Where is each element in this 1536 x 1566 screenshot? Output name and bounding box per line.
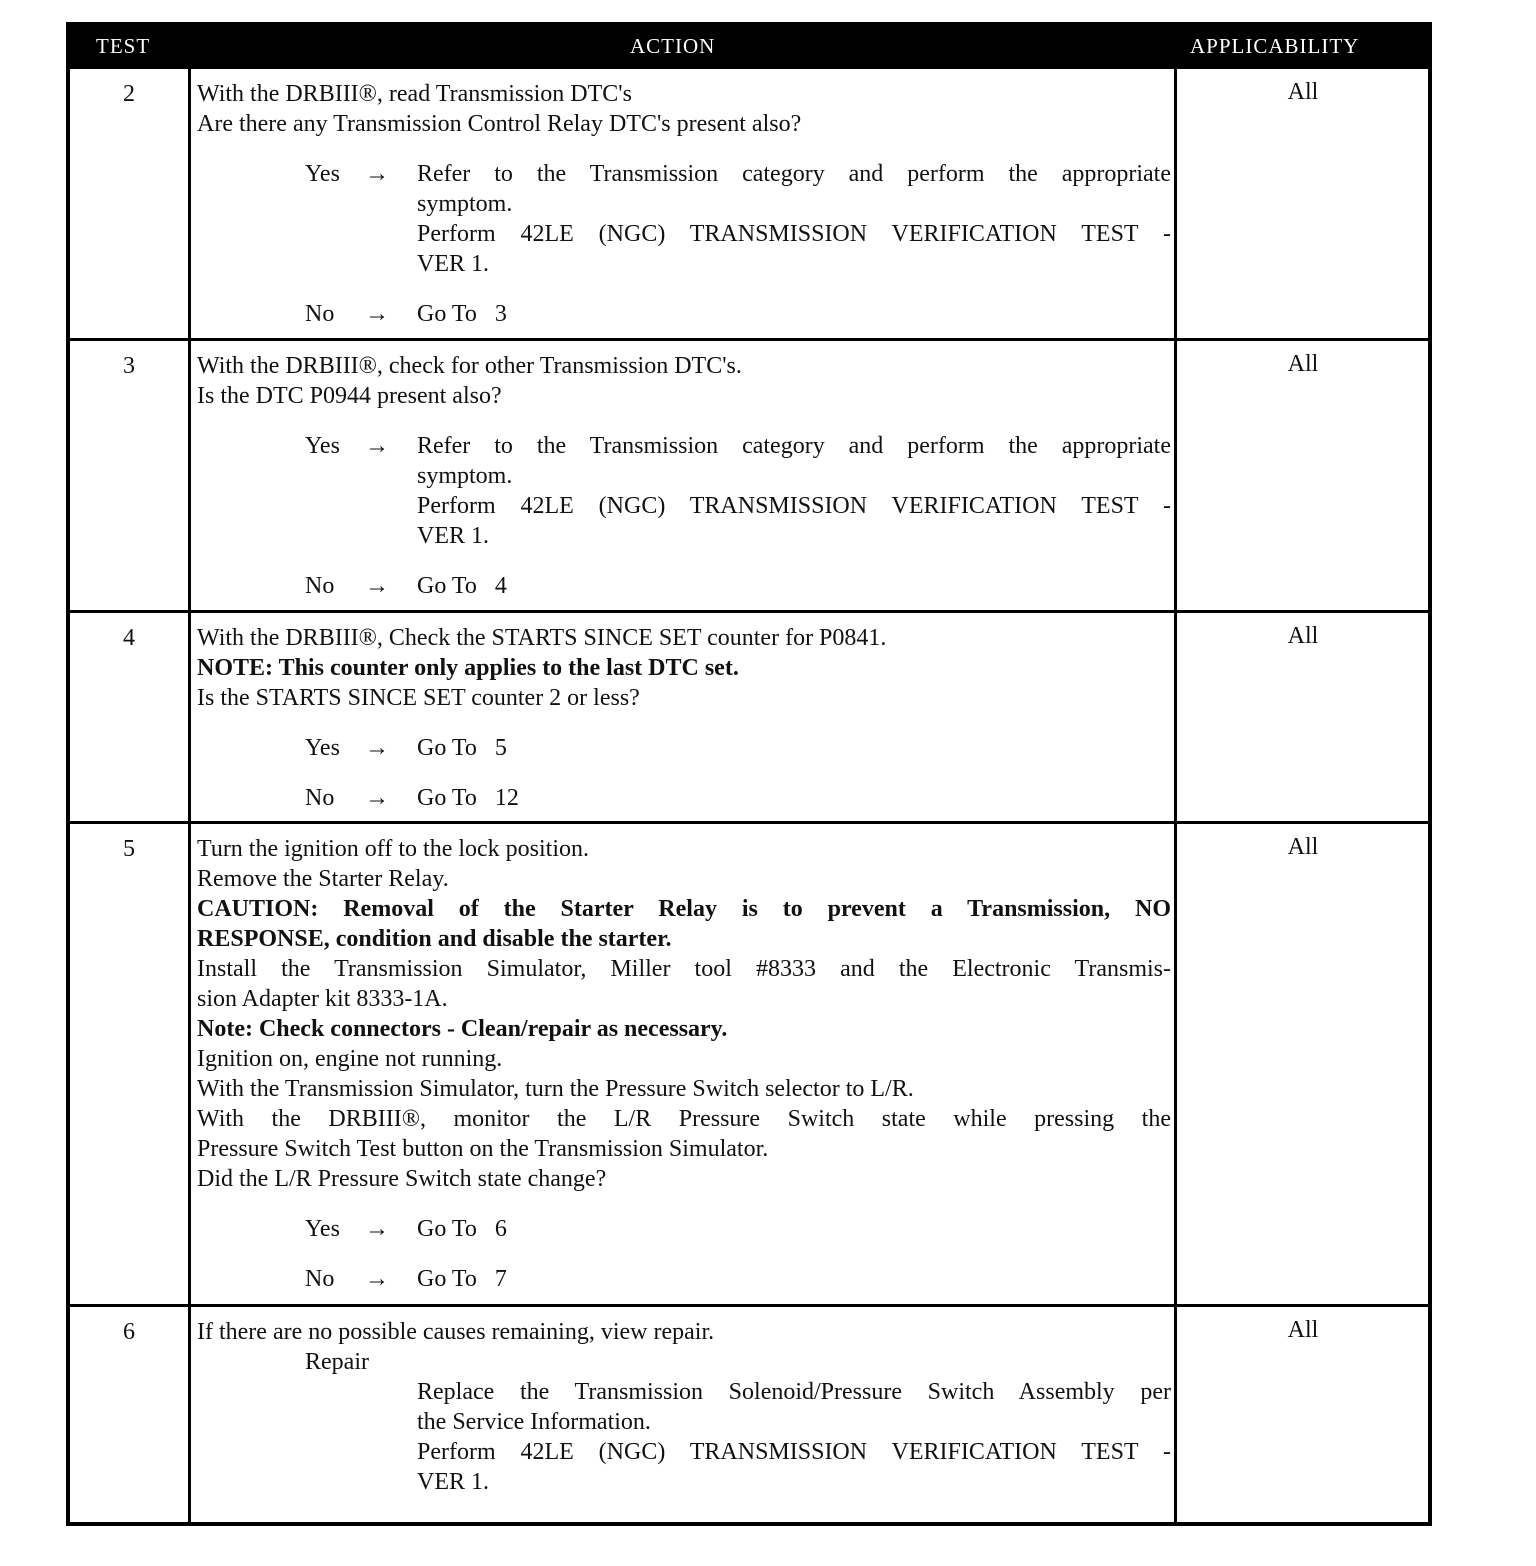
no-text: Go To 12: [417, 785, 519, 811]
caution-text: CAUTION: Removal of the Starter Relay is to prevent a Transmission, NO: [197, 896, 1171, 922]
arrow-icon: →: [365, 161, 389, 187]
test-number: 2: [123, 81, 135, 107]
arrow-icon: →: [365, 785, 389, 811]
table-row: [70, 821, 1428, 1304]
diagnostic-table: [66, 22, 1432, 1526]
yes-text: Refer to the Transmission category and perform the appropriate: [417, 161, 1171, 187]
applicability-value: All: [1287, 834, 1319, 860]
caution-text: RESPONSE, condition and disable the starter.: [197, 926, 672, 952]
action-text: With the DRBIII®, read Transmission DTC's: [197, 81, 632, 107]
yes-branch: [197, 733, 1171, 763]
action-cell: [197, 79, 1171, 329]
yes-branch: [197, 1214, 1171, 1244]
no-text: Go To 3: [417, 301, 507, 327]
note-text: Note: Check connectors - Clean/repair as necessary.: [197, 1016, 728, 1042]
test-number: 3: [123, 353, 135, 379]
arrow-icon: →: [365, 573, 389, 599]
no-label: No: [305, 301, 335, 327]
action-text: With the DRBIII®, Check the STARTS SINCE SET counter for P0841.: [197, 625, 887, 651]
no-branch: [197, 299, 1171, 329]
yes-label: Yes: [305, 161, 340, 187]
table-header: [70, 26, 1428, 66]
table-row: [70, 338, 1428, 610]
action-cell: [197, 834, 1171, 1294]
no-text: Go To 7: [417, 1266, 507, 1292]
action-text: Turn the ignition off to the lock position.: [197, 836, 590, 862]
repair-text: Perform 42LE (NGC) TRANSMISSION VERIFICATION TEST -: [417, 1439, 1171, 1465]
no-branch: [197, 571, 1171, 601]
applicability-value: All: [1287, 351, 1319, 377]
action-cell: [197, 1317, 1171, 1497]
action-question: Is the STARTS SINCE SET counter 2 or less?: [197, 685, 640, 711]
table-row: [70, 66, 1428, 338]
yes-branch: [197, 431, 1171, 551]
yes-text: Go To 6: [417, 1216, 507, 1242]
no-label: No: [305, 1266, 335, 1292]
action-text: Install the Transmission Simulator, Miller tool #8333 and the Electronic Transmis-: [197, 956, 1171, 982]
applicability-value: All: [1287, 1317, 1319, 1343]
action-cell: [197, 351, 1171, 601]
repair-label: Repair: [305, 1349, 369, 1375]
repair-text: the Service Information.: [417, 1409, 651, 1435]
no-text: Go To 4: [417, 573, 507, 599]
yes-branch: [197, 159, 1171, 279]
applicability-value: All: [1287, 623, 1319, 649]
action-question: Is the DTC P0944 present also?: [197, 383, 502, 409]
yes-text: symptom.: [417, 463, 513, 489]
action-text: If there are no possible causes remaining, view repair.: [197, 1319, 715, 1345]
yes-label: Yes: [305, 433, 340, 459]
arrow-icon: →: [365, 1216, 389, 1242]
no-branch: [197, 1264, 1171, 1294]
test-number: 5: [123, 836, 135, 862]
yes-text: VER 1.: [417, 251, 489, 277]
action-text: With the DRBIII®, monitor the L/R Pressure Switch state while pressing the: [197, 1106, 1171, 1132]
action-text: Remove the Starter Relay.: [197, 866, 449, 892]
action-cell: [197, 623, 1171, 813]
note-text: NOTE: This counter only applies to the last DTC set.: [197, 655, 739, 681]
table-row: [70, 610, 1428, 821]
action-text: With the Transmission Simulator, turn the Pressure Switch selector to L/R.: [197, 1076, 914, 1102]
header-action: ACTION: [630, 34, 716, 58]
arrow-icon: →: [365, 1266, 389, 1292]
repair-text: Replace the Transmission Solenoid/Pressure Switch Assembly per: [417, 1379, 1171, 1405]
action-text: Pressure Switch Test button on the Transmission Simulator.: [197, 1136, 769, 1162]
action-question: Did the L/R Pressure Switch state change?: [197, 1166, 607, 1192]
yes-label: Yes: [305, 735, 340, 761]
applicability-value: All: [1287, 79, 1319, 105]
repair-text: VER 1.: [417, 1469, 489, 1495]
arrow-icon: →: [365, 301, 389, 327]
no-branch: [197, 783, 1171, 813]
yes-label: Yes: [305, 1216, 340, 1242]
action-text: sion Adapter kit 8333-1A.: [197, 986, 448, 1012]
header-applicability: APPLICABILITY: [1190, 34, 1360, 58]
yes-text: Go To 5: [417, 735, 507, 761]
test-number: 6: [123, 1319, 135, 1345]
action-text: Ignition on, engine not running.: [197, 1046, 503, 1072]
yes-text: VER 1.: [417, 523, 489, 549]
table-row: [70, 1304, 1428, 1522]
arrow-icon: →: [365, 433, 389, 459]
yes-text: Perform 42LE (NGC) TRANSMISSION VERIFICATION TEST -: [417, 221, 1171, 247]
header-test: TEST: [96, 34, 151, 58]
test-number: 4: [123, 625, 135, 651]
yes-text: Refer to the Transmission category and perform the appropriate: [417, 433, 1171, 459]
yes-text: Perform 42LE (NGC) TRANSMISSION VERIFICATION TEST -: [417, 493, 1171, 519]
action-text: With the DRBIII®, check for other Transmission DTC's.: [197, 353, 742, 379]
arrow-icon: →: [365, 735, 389, 761]
no-label: No: [305, 785, 335, 811]
yes-text: symptom.: [417, 191, 513, 217]
no-label: No: [305, 573, 335, 599]
action-question: Are there any Transmission Control Relay DTC's present also?: [197, 111, 802, 137]
